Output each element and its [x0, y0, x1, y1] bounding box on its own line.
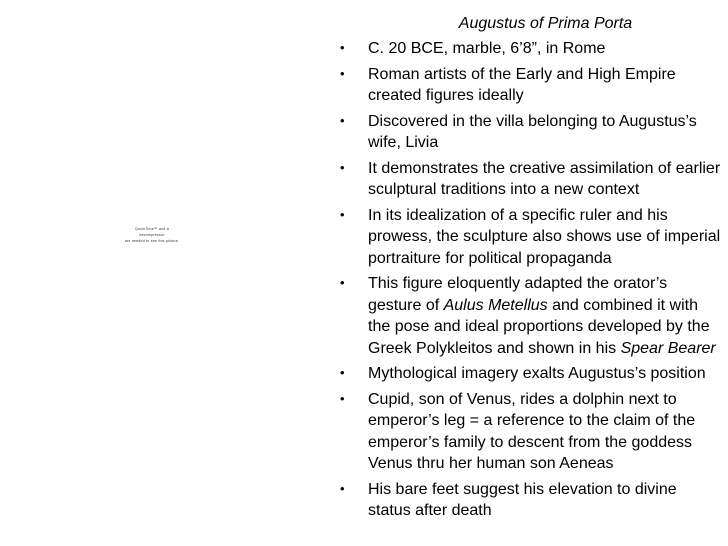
- bullet-text: [368, 275, 716, 357]
- bullet-point-icon: •: [340, 206, 345, 222]
- bullet-point-icon: •: [340, 390, 345, 406]
- bullet-text-segment: Roman artists of the Early and High Empire created figures ideally: [368, 65, 676, 104]
- placeholder-line: decompressor: [139, 233, 165, 237]
- bullet-text: [368, 365, 706, 382]
- bullet-point-icon: •: [340, 159, 345, 175]
- bullet-item: [339, 273, 723, 359]
- bullet-item: [339, 64, 723, 107]
- bullet-item: [339, 38, 723, 60]
- placeholder-line: QuickTime™ and a: [135, 227, 169, 231]
- bullet-text-segment: and combined it with the pose and ideal proportions developed by the Greek Polykleitos and shown in his: [368, 296, 710, 357]
- bullet-item: [339, 205, 723, 270]
- bullet-text: [368, 66, 676, 105]
- bullet-text: [368, 207, 720, 267]
- bullet-text-segment: Cupid, son of Venus, rides a dolphin next to emperor’s leg = a reference to the claim of the emperor’s family to descent from the goddess Venus thru her human son Aeneas: [368, 390, 696, 472]
- bullet-text-segment: C. 20 BCE, marble, 6’8”, in Rome: [368, 40, 606, 57]
- bullet-item: [339, 111, 723, 154]
- bullet-item: [339, 479, 723, 522]
- slide-content: [339, 13, 723, 526]
- bullet-text-segment: This figure eloquently adapted the orator’s gesture of: [368, 275, 668, 314]
- placeholder-line: are needed to see this picture.: [124, 239, 180, 243]
- bullet-text-segment: Mythological imagery exalts Augustus’s position: [368, 365, 706, 382]
- bullet-text-segment: It demonstrates the creative assimilation of earlier sculptural traditions into a new context: [368, 159, 721, 198]
- bullet-text-segment: Discovered in the villa belonging to Augustus’s wife, Livia: [368, 112, 697, 151]
- bullet-text: [368, 391, 695, 473]
- bullet-text-italic: Spear Bearer: [620, 339, 716, 357]
- bullet-point-icon: •: [340, 40, 345, 55]
- bullet-point-icon: •: [340, 65, 345, 81]
- bullet-text: [368, 113, 697, 152]
- bullet-point-icon: •: [340, 275, 345, 290]
- bullet-item: [339, 389, 723, 475]
- bullet-text: [368, 481, 677, 520]
- bullet-text-segment: In its idealization of a specific ruler and his prowess, the sculpture also shows use of imperial portraiture for political propaganda: [368, 206, 721, 267]
- bullet-text-italic: Aulus Metellus: [443, 296, 548, 314]
- slide-title: Augustus of Prima Porta: [458, 15, 633, 32]
- bullet-point-icon: •: [340, 365, 345, 380]
- bullet-point-icon: •: [340, 480, 345, 496]
- bullet-point-icon: •: [340, 112, 345, 128]
- bullet-text-segment: His bare feet suggest his elevation to divine status after death: [368, 480, 677, 519]
- bullet-text: [368, 40, 605, 57]
- bullet-text: [368, 160, 720, 199]
- bullet-item: [339, 363, 723, 385]
- bullet-item: [339, 158, 723, 201]
- missing-image-placeholder: [112, 226, 192, 244]
- bullet-list: [339, 38, 723, 522]
